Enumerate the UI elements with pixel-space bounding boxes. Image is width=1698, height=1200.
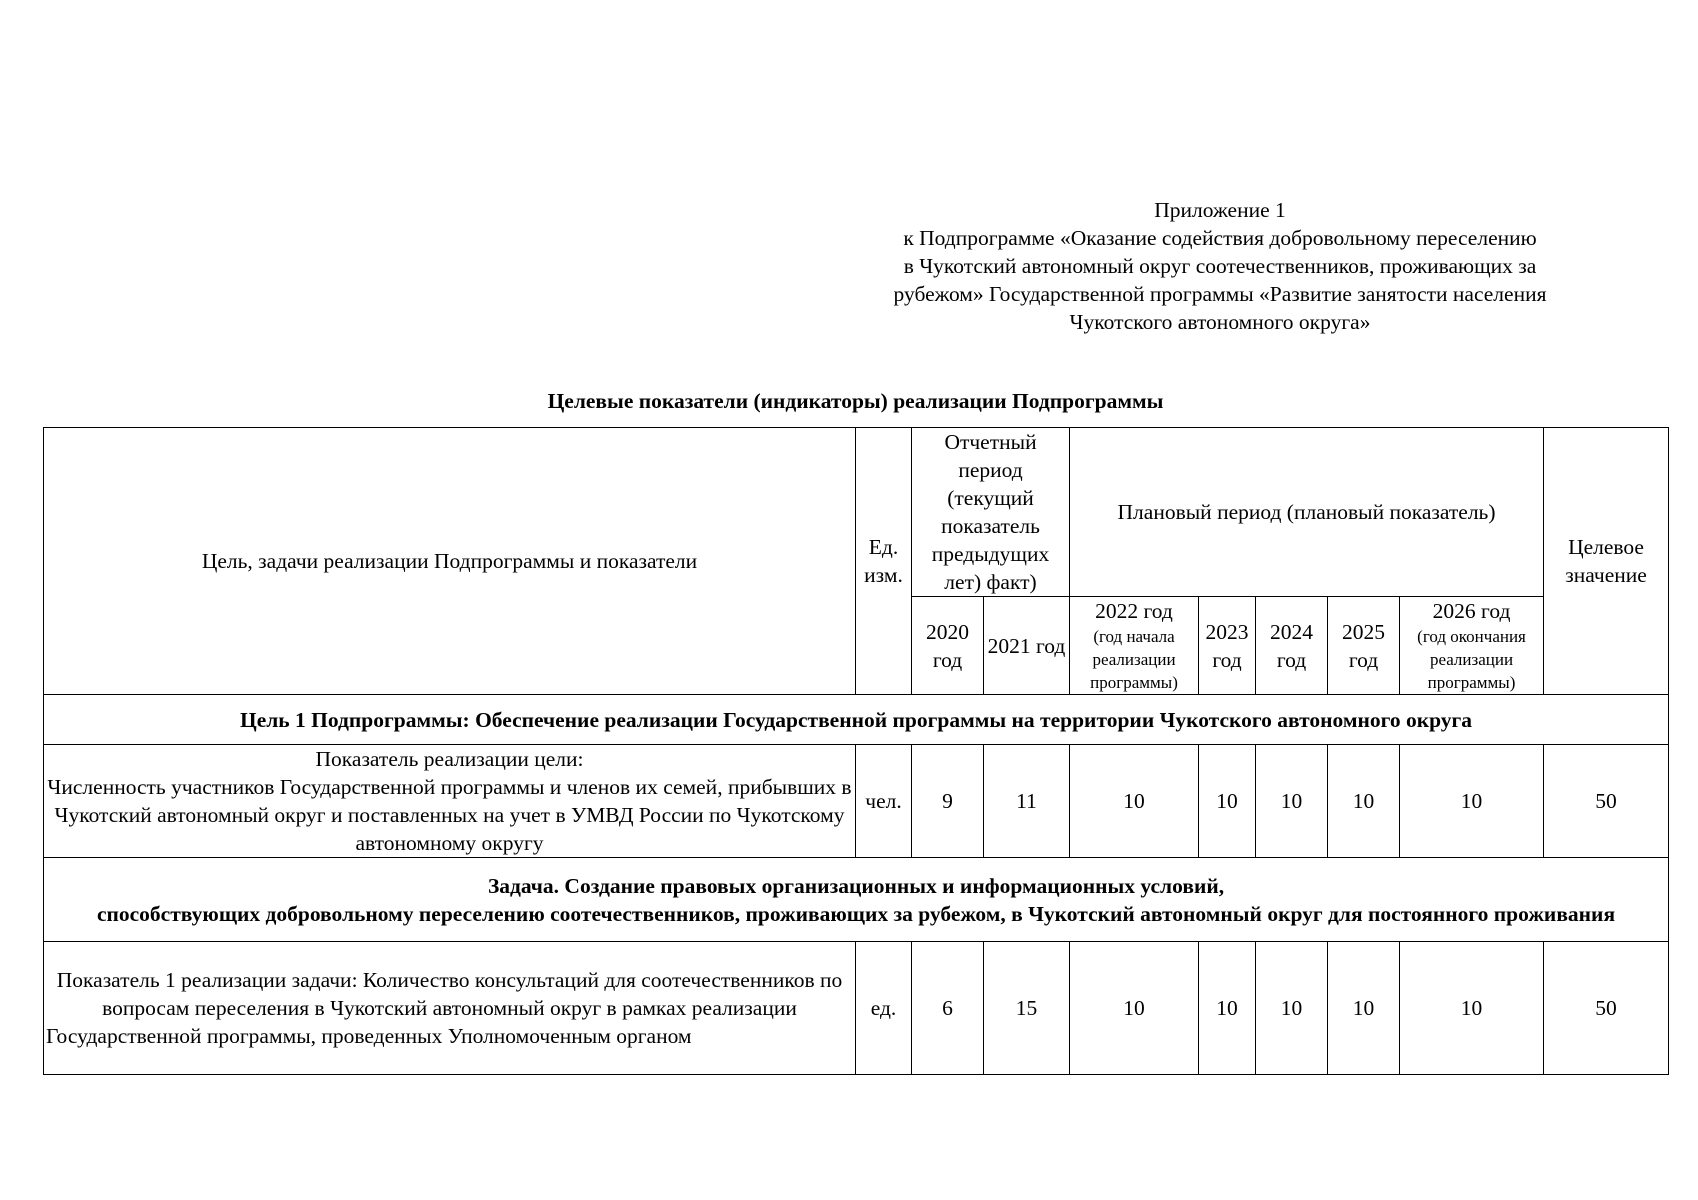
task-indicator-2024: 10	[1256, 942, 1328, 1075]
year-2022-header	[1070, 597, 1199, 695]
task-indicator-target: 50	[1544, 942, 1669, 1075]
appendix-line: в Чукотский автономный округ соотечественников, проживающих за	[903, 254, 1537, 278]
planned-period-header: Плановый период (плановый показатель)	[1070, 428, 1544, 597]
task-indicator-2023: 10	[1199, 942, 1256, 1075]
header-row	[44, 428, 1669, 597]
goal-indicator-2026: 10	[1400, 745, 1544, 858]
task-indicator-2021: 15	[984, 942, 1070, 1075]
task-row	[44, 858, 1669, 942]
task-indicator-2022: 10	[1070, 942, 1199, 1075]
task-line-2: способствующих добровольному переселению соотечественников, проживающих за рубежом, в Чукотский автономный округ для постоянного проживания	[96, 901, 1616, 926]
year-2022-note: (год начала реализации программы)	[1090, 627, 1178, 692]
unit-column-header: Ед. изм.	[856, 428, 912, 695]
goal-indicator-2025: 10	[1328, 745, 1400, 858]
task-indicator-description: Показатель 1 реализации задачи: Количество консультаций для соотечественников по вопросам переселения в Чукотский автономный округ в рамках реализации Государственной программы, проведенных Уполномоченным органом	[44, 942, 856, 1075]
appendix-line: рубежом» Государственной программы «Развитие занятости населения	[893, 282, 1547, 306]
task-indicator-unit: ед.	[856, 942, 912, 1075]
goal-indicator-label: Показатель реализации цели:	[315, 747, 584, 771]
year-2025-header: 2025 год	[1328, 597, 1400, 695]
goal-indicator-2023: 10	[1199, 745, 1256, 858]
year-2021-header: 2021 год	[984, 597, 1070, 695]
appendix-header	[840, 196, 1600, 336]
goal-indicator-description	[44, 745, 856, 858]
year-2020-header: 2020 год	[912, 597, 984, 695]
goal-indicator-text: Численность участников Государственной программы и членов их семей, прибывших в Чукотский автономный округ и поставленных на учет в УМВД России по Чукотскому автономному округу	[47, 775, 852, 855]
year-2024-header: 2024 год	[1256, 597, 1328, 695]
goal-indicator-target: 50	[1544, 745, 1669, 858]
task-indicator-2026: 10	[1400, 942, 1544, 1075]
target-value-header: Целевое значение	[1544, 428, 1669, 695]
goal-column-header: Цель, задачи реализации Подпрограммы и показатели	[44, 428, 856, 695]
year-2023-header: 2023 год	[1199, 597, 1256, 695]
goal-row	[44, 695, 1669, 745]
goal-indicator-2024: 10	[1256, 745, 1328, 858]
task-indicator-2025: 10	[1328, 942, 1400, 1075]
appendix-line: Чукотского автономного округа»	[1069, 310, 1371, 334]
goal-indicator-2020: 9	[912, 745, 984, 858]
year-2022-label: 2022 год	[1095, 599, 1173, 623]
task-line-1: Задача. Создание правовых организационных и информационных условий,	[487, 873, 1225, 898]
goal-indicator-unit: чел.	[856, 745, 912, 858]
goal-indicator-2022: 10	[1070, 745, 1199, 858]
appendix-line: к Подпрограмме «Оказание содействия добровольному переселению	[903, 226, 1537, 250]
task-indicator-row	[44, 942, 1669, 1075]
goal-indicator-2021: 11	[984, 745, 1070, 858]
indicators-table	[43, 427, 1669, 1075]
document-title: Целевые показатели (индикаторы) реализации Подпрограммы	[547, 389, 1164, 413]
goal-indicator-row	[44, 745, 1669, 858]
task-text	[44, 858, 1669, 942]
task-indicator-2020: 6	[912, 942, 984, 1075]
year-2026-header	[1400, 597, 1544, 695]
goal-text: Цель 1 Подпрограммы: Обеспечение реализации Государственной программы на территории Чукотского автономного округа	[44, 695, 1669, 745]
year-2026-label: 2026 год	[1432, 599, 1511, 623]
appendix-line: Приложение 1	[1154, 198, 1286, 222]
year-2026-note: (год окончания реализации программы)	[1417, 627, 1526, 692]
reported-period-header: Отчетный период (текущий показатель предыдущих лет) факт)	[912, 428, 1070, 597]
